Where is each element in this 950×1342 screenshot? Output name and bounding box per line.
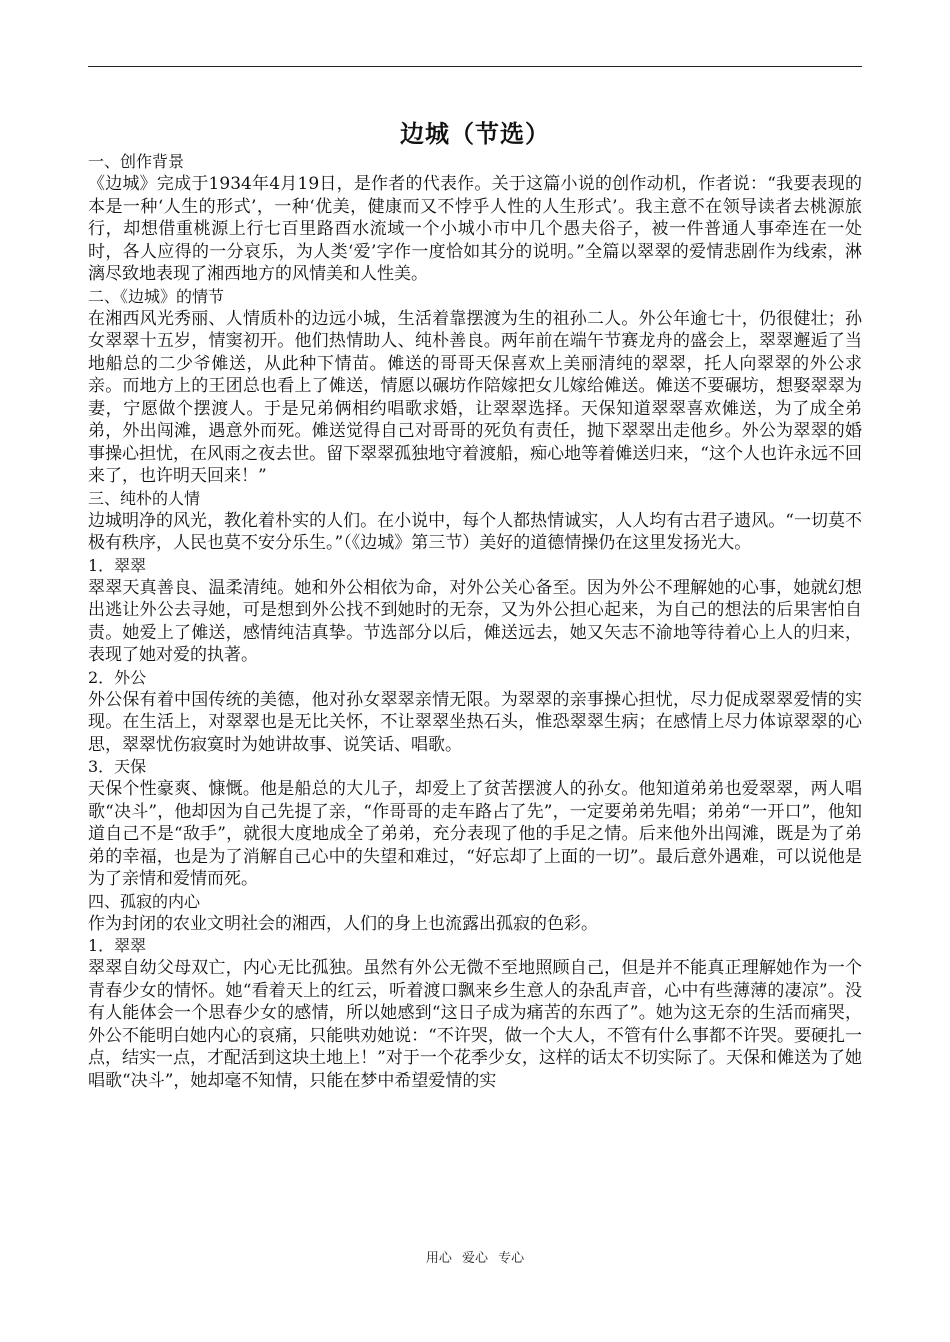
subsection-heading: 2．外公 [88, 667, 147, 687]
paragraph: 外公保有着中国传统的美德，他对孙女翠翠亲情无限。为翠翠的亲事操心担忧，尽力促成翠翠爱情的实现。在生活上，对翠翠也是无比关怀，不让翠翠坐热石头，惟恐翠翠生病；在感情上尽力体谅翠翠的心思，翠翠忧伤寂寞时为她讲故事、说笑话、唱歌。 [88, 689, 862, 755]
subsection-heading: 3．天保 [88, 757, 147, 776]
header-rule [88, 66, 862, 67]
paragraph: 翠翠自幼父母双亡，内心无比孤独。虽然有外公无微不至地照顾自己，但是并不能真正理解她作为一个青春少女的情怀。她“看着天上的红云，听着渡口飘来乡生意人的杂乱声音，心中有些薄薄的凄凉”。没有人能体会一个思春少女的感情，所以她感到“这日子成为痛苦的东西了”。她为这无奈的生活而痛哭，外公不能明白她内心的哀痛，只能哄劝她说：“不许哭，做一个大人，不管有什么事都不许哭。要硬扎一点，结实一点，才配活到这块土地上！”对于一个花季少女，这样的话太不切实际了。天保和傩送为了她唱歌“决斗”，她却毫不知情，只能在梦中希望爱情的实 [88, 958, 862, 1091]
paragraph: 《边城》完成于1934年4月19日，是作者的代表作。关于这篇小说的创作动机，作者说：“我要表现的本是一种‘人生的形式’，一种‘优美，健康而又不悖乎人性的人生形式’。我主意不在领导读者去桃源旅行，却想借重桃源上行七百里路酉水流域一个小城小市中几个愚夫俗子，被一件普通人事牵连在一处时，各人应得的一分哀乐，为人类‘爱’字作一度恰如其分的说明。”全篇以翠翠的爱情悲剧作为线索，淋漓尽致地表现了湘西地方的风情美和人性美。 [88, 174, 862, 284]
section-heading: 三、纯朴的人情 [88, 488, 201, 508]
section-heading: 四、孤寂的内心 [88, 891, 201, 911]
section-heading: 二、《边城》的情节 [88, 286, 225, 306]
paragraph: 在湘西风光秀丽、人情质朴的边远小城，生活着靠摆渡为生的祖孙二人。外公年逾七十，仍很健壮；孙女翠翠十五岁，情窦初开。他们热情助人、纯朴善良。两年前在端午节赛龙舟的盛会上，翠翠邂逅了当地船总的二少爷傩送，从此种下情苗。傩送的哥哥天保喜欢上美丽清纯的翠翠，托人向翠翠的外公求亲。而地方上的王团总也看上了傩送，情愿以碾坊作陪嫁把女儿嫁给傩送。傩送不要碾坊，想娶翠翠为妻，宁愿做个摆渡人。于是兄弟俩相约唱歌求婚，让翠翠选择。天保知道翠翠喜欢傩送，为了成全弟弟，外出闯滩，遇意外而死。傩送觉得自己对哥哥的死负有责任，抛下翠翠出走他乡。外公为翠翠的婚事操心担忧，在风雨之夜去世。留下翠翠孤独地守着渡船，痴心地等着傩送归来，“这个人也许永远不回来了，也许明天回来！” [88, 308, 862, 486]
subsection-heading: 1．翠翠 [88, 936, 147, 955]
paragraph: 边城明净的风光，教化着朴实的人们。在小说中，每个人都热情诚实，人人均有古君子遗风。“一切莫不极有秩序，人民也莫不安分乐生。”（《边城》第三节）美好的道德情操仍在这里发扬光大。 [88, 510, 862, 553]
section-heading: 一、创作背景 [88, 152, 185, 171]
paragraph: 翠翠天真善良、温柔清纯。她和外公相依为命，对外公关心备至。因为外公不理解她的心事，她就幻想出逃让外公去寻她，可是想到外公找不到她时的无奈，又为外公担心起来，为自己的想法的后果害怕自责。她爱上了傩送，感情纯洁真挚。节选部分以后，傩送远去，她又矢志不渝地等待着心上人的归来，表现了她对爱的执著。 [88, 577, 862, 665]
subsection-heading: 1．翠翠 [88, 555, 147, 575]
paragraph: 作为封闭的农业文明社会的湘西，人们的身上也流露出孤寂的色彩。 [88, 913, 598, 934]
page-footer: 用心 爱心 专心 [425, 1251, 525, 1266]
paragraph: 天保个性豪爽、慷慨。他是船总的大儿子，却爱上了贫苦摆渡人的孙女。他知道弟弟也爱翠翠，两人唱歌“决斗”，他却因为自己先提了亲，“作哥哥的走车路占了先”，一定要弟弟先唱；弟弟“一开口”，他知道自己不是“敌手”，就很大度地成全了弟弟，充分表现了他的手足之情。后来他外出闯滩，既是为了弟弟的幸福，也是为了消解自己心中的失望和难过，“好忘却了上面的一切”。最后意外遇难，可以说他是为了亲情和爱情而死。 [88, 779, 862, 889]
document-title: 边城（节选） [400, 119, 550, 148]
document-body [88, 151, 862, 1092]
